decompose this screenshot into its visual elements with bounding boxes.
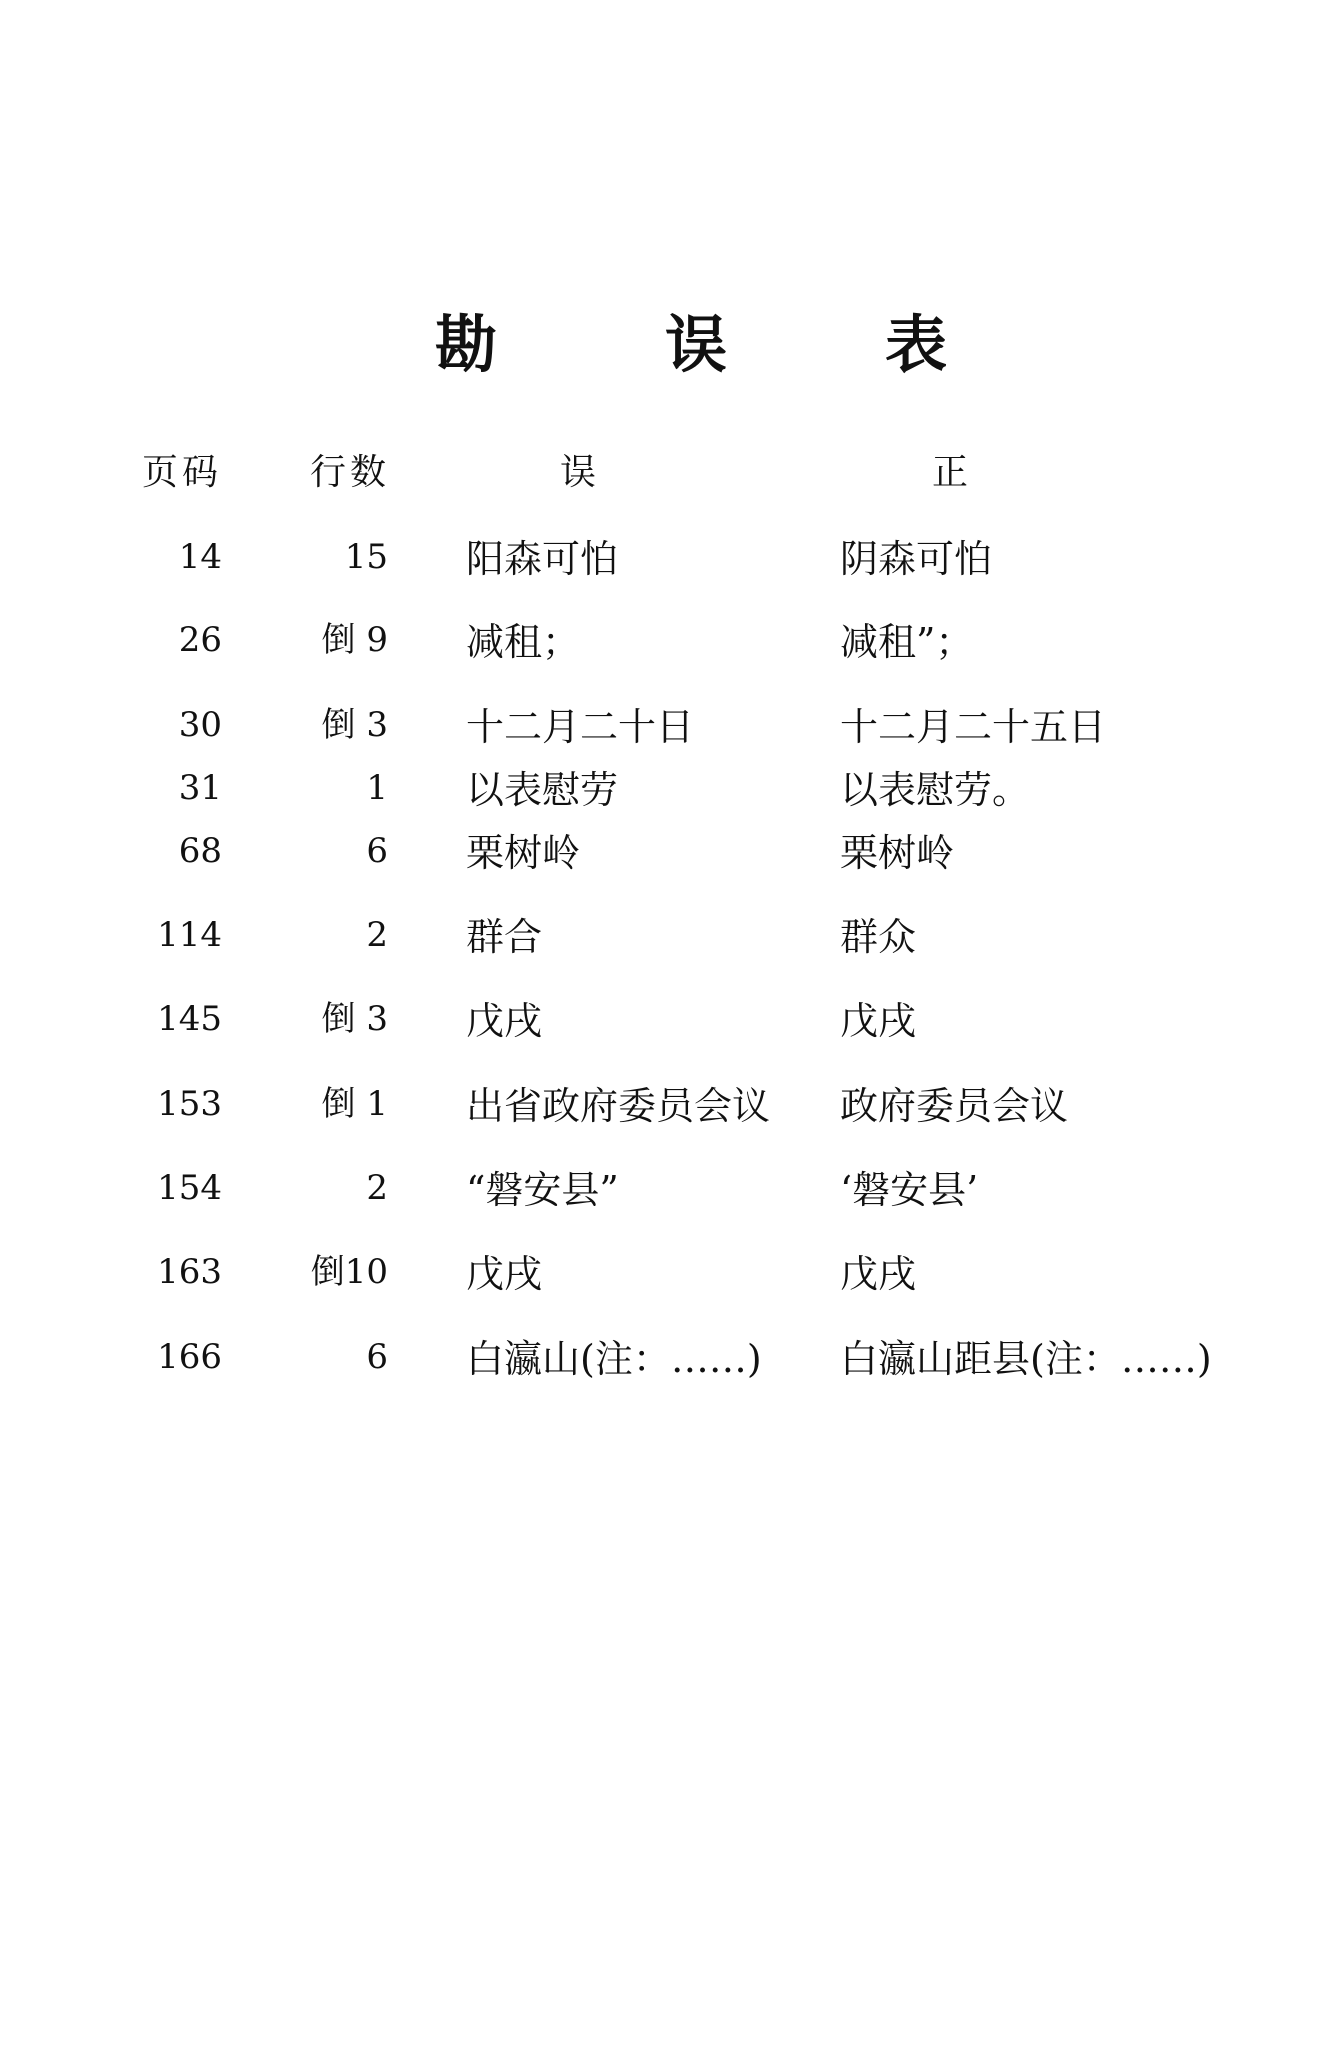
row-page: 145 [157,999,222,1039]
row-right: 十二月二十五日 [840,705,1107,749]
row-right: 戊戌 [840,1252,917,1296]
row-right: 政府委员会议 [840,1084,1069,1128]
title-char-1: 勘 [435,308,498,381]
row-line: 倒 3 [321,999,388,1039]
row-line: 倒 9 [321,620,388,660]
header-page: 页码 [142,452,223,493]
table-row [0,1252,1320,1305]
row-line: 倒10 [310,1252,388,1292]
table-row [0,768,1320,821]
row-wrong: 出省政府委员会议 [466,1084,771,1128]
row-wrong: 阳森可怕 [466,537,619,581]
row-line: 倒 3 [321,705,388,745]
row-wrong: 群合 [466,915,543,959]
row-right: 减租”； [840,620,974,664]
header-right: 正 [932,452,969,493]
row-right: 戊戌 [840,999,917,1043]
row-wrong: 栗树岭 [466,831,581,875]
row-right: 栗树岭 [840,831,955,875]
row-page: 30 [178,705,222,745]
table-row [0,1084,1320,1137]
row-right: 以表慰劳。 [840,768,1031,812]
row-page: 154 [157,1168,222,1208]
row-line: 1 [366,768,388,808]
title-char-3: 表 [885,308,948,381]
row-right: 白瀛山距县(注：……) [840,1337,1212,1381]
row-wrong: 减租； [466,620,581,664]
row-page: 68 [178,831,222,871]
row-page: 31 [178,768,222,808]
row-page: 14 [178,537,222,577]
row-right: 群众 [840,915,917,959]
table-row [0,1168,1320,1221]
row-page: 163 [157,1252,222,1292]
row-page: 26 [178,620,222,660]
row-line: 6 [366,1337,388,1377]
row-line: 倒 1 [321,1084,388,1124]
table-row [0,705,1320,758]
row-wrong: “磐安县” [466,1168,619,1212]
table-row [0,537,1320,590]
row-page: 153 [157,1084,222,1124]
row-line: 6 [366,831,388,871]
row-wrong: 戊戌 [466,999,543,1043]
row-wrong: 戊戌 [466,1252,543,1296]
header-wrong: 误 [560,452,597,493]
row-line: 2 [366,1168,388,1208]
header-line: 行数 [310,452,391,493]
page-title [0,300,1320,390]
row-line: 15 [344,537,388,577]
title-char-2: 误 [665,308,728,381]
table-row [0,831,1320,884]
table-row [0,915,1320,968]
row-right: ‘磐安县’ [840,1168,979,1212]
row-page: 114 [157,915,222,955]
row-right: 阴森可怕 [840,537,993,581]
row-wrong: 十二月二十日 [466,705,695,749]
table-row [0,999,1320,1052]
row-page: 166 [157,1337,222,1377]
table-row [0,1337,1320,1390]
row-wrong: 白瀛山(注：……) [466,1337,762,1381]
row-line: 2 [366,915,388,955]
table-row [0,620,1320,673]
row-wrong: 以表慰劳 [466,768,619,812]
